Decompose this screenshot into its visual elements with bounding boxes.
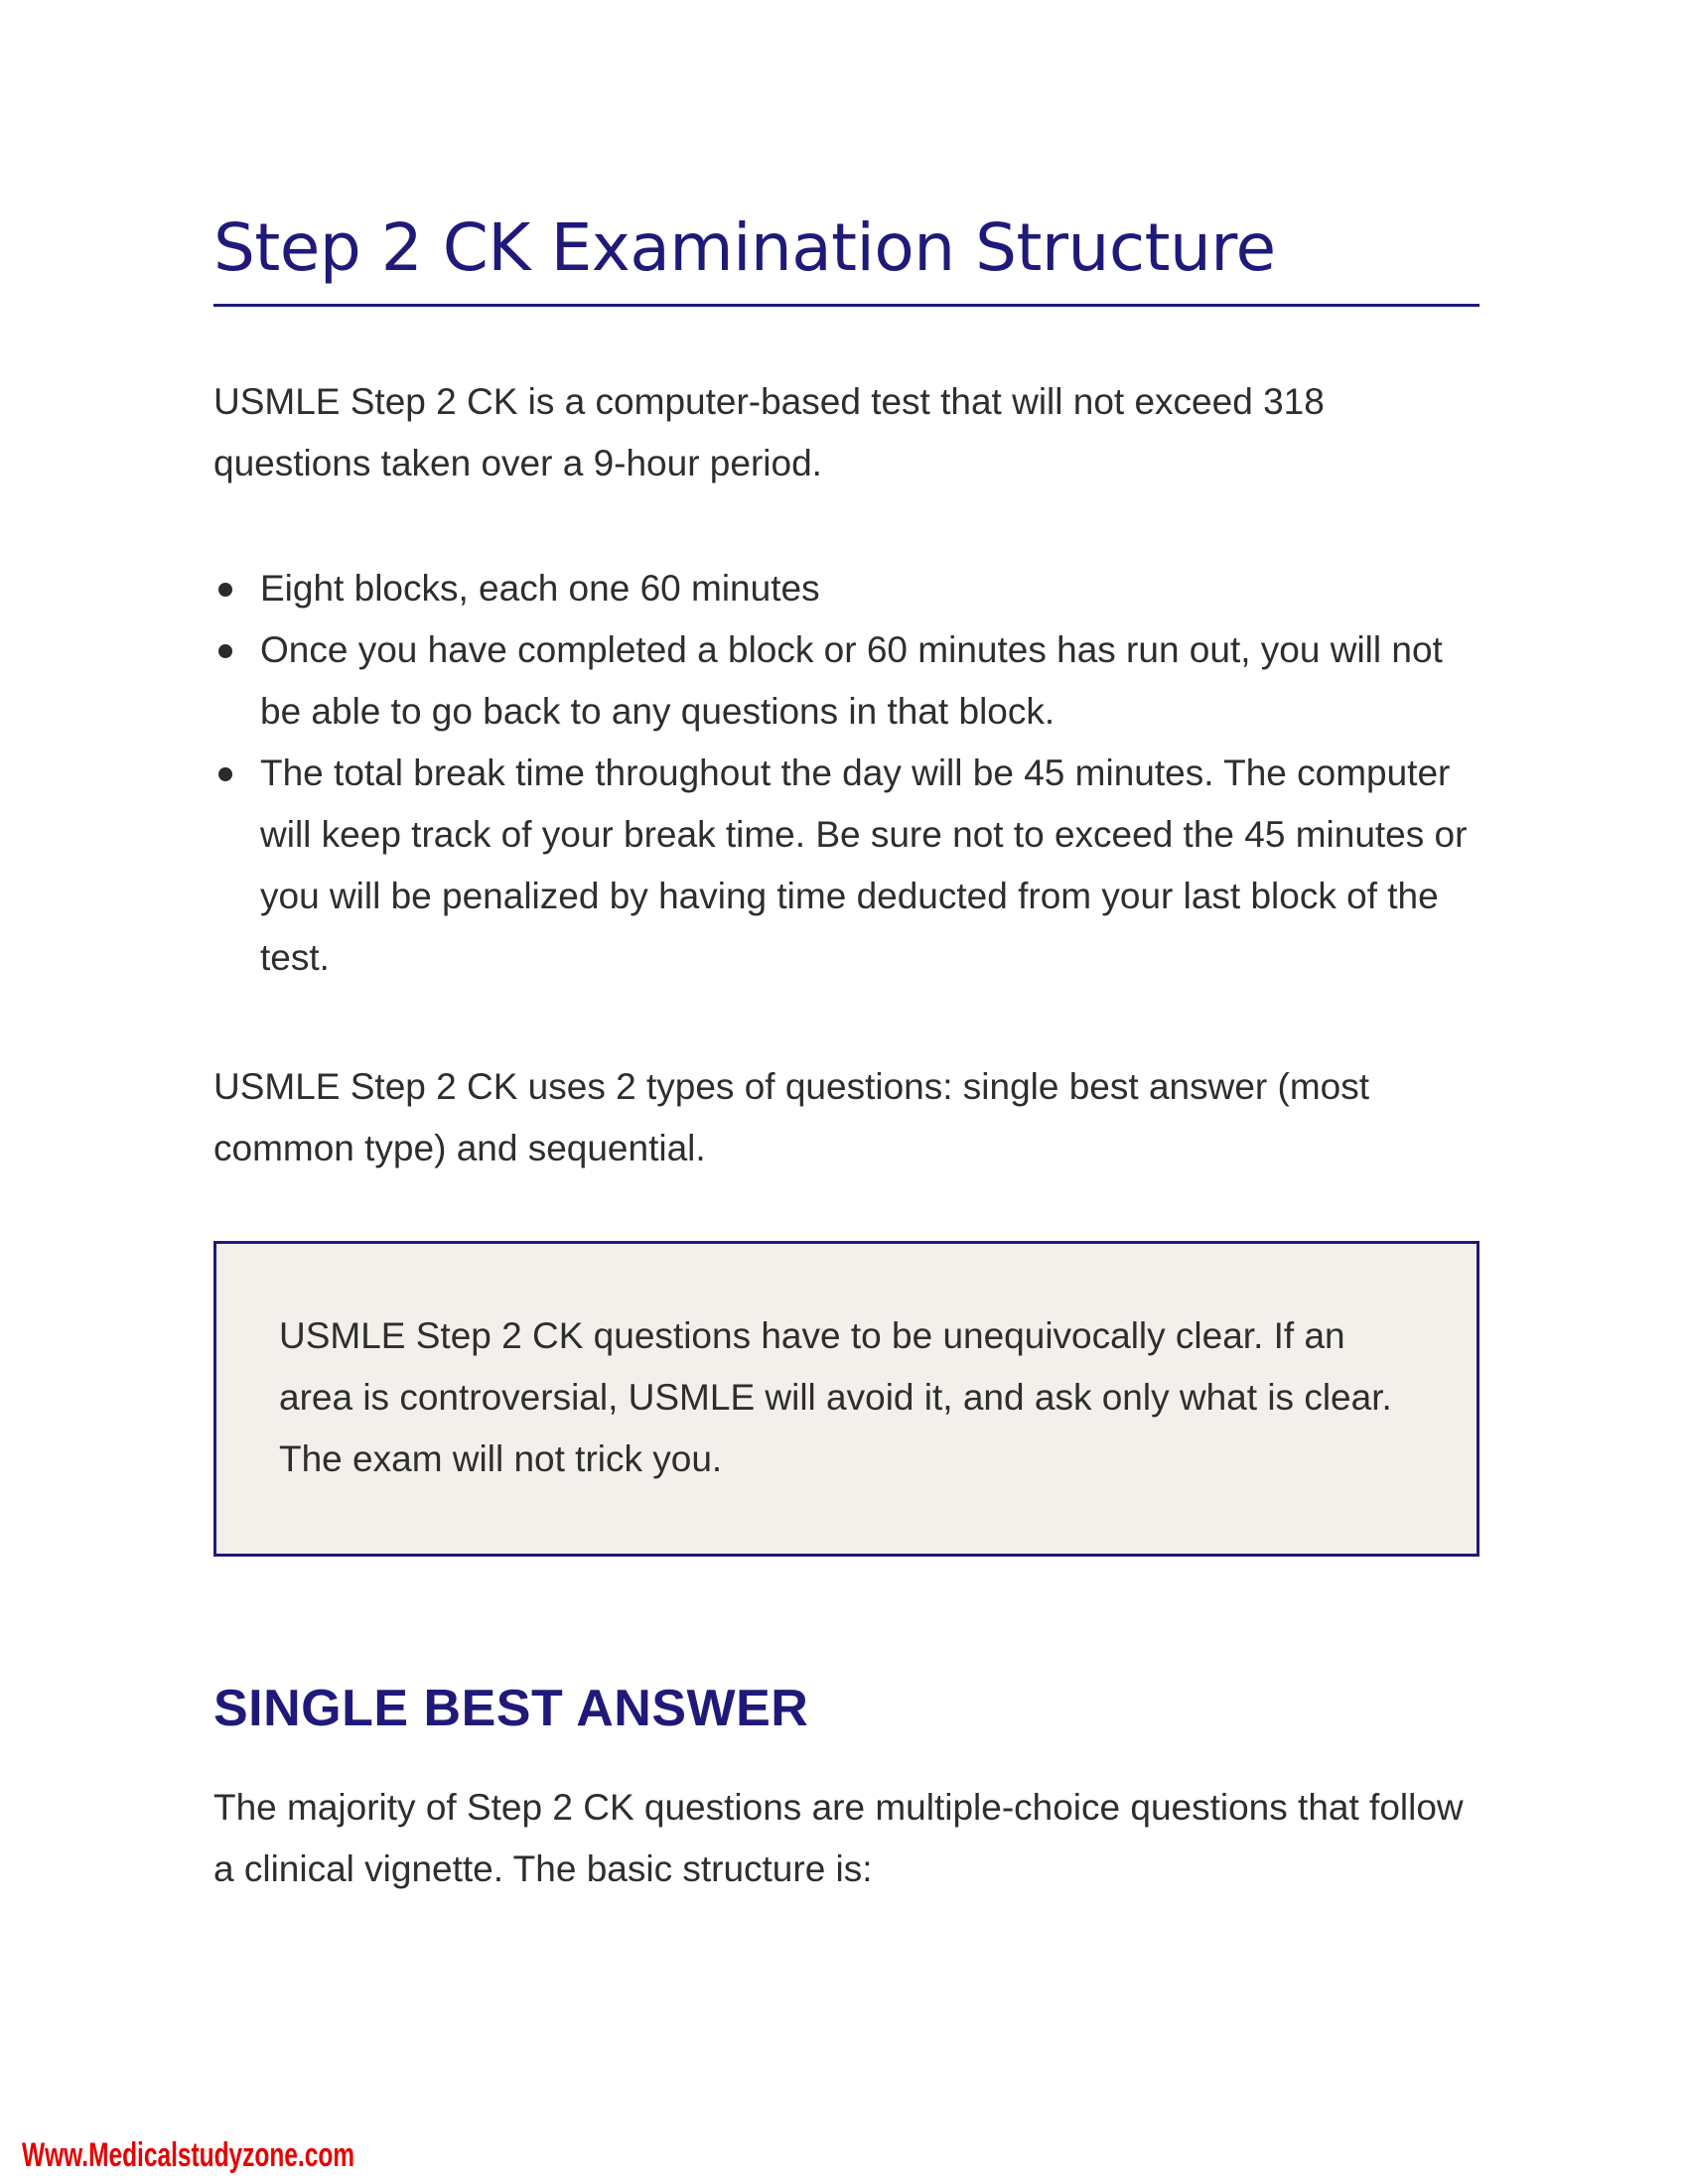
watermark: Www.Medicalstudyzone.com — [22, 2136, 355, 2174]
bullet-icon — [218, 583, 232, 597]
list-item-text: The total break time throughout the day will be 45 minutes. The computer will keep track of your break time. Be sure not to exceed the 45 minutes or you will be penalized by having time deducted from your last block of the test. — [260, 752, 1468, 978]
callout-box — [213, 1241, 1479, 1557]
title-underline — [213, 304, 1479, 307]
document-page — [213, 0, 1479, 2184]
callout-text: USMLE Step 2 CK questions have to be unequivocally clear. If an area is controversial, USMLE will avoid it, and ask only what is clear. The exam will not trick you. — [279, 1315, 1392, 1479]
bullet-icon — [218, 767, 232, 781]
question-types-paragraph: USMLE Step 2 CK uses 2 types of questions: single best answer (most common type) and sequential. — [213, 1066, 1370, 1168]
section-paragraph: The majority of Step 2 CK questions are multiple-choice questions that follow a clinical vignette. The basic structure is: — [213, 1787, 1464, 1889]
exam-structure-list — [213, 558, 1479, 989]
list-item-text: Eight blocks, each one 60 minutes — [260, 568, 820, 609]
list-item-text: Once you have completed a block or 60 minutes has run out, you will not be able to go back to any questions in that block. — [260, 629, 1443, 732]
page-title: Step 2 CK Examination Structure — [213, 209, 1276, 286]
list-item — [213, 743, 1479, 989]
list-item — [213, 558, 1479, 619]
intro-paragraph: USMLE Step 2 CK is a computer-based test that will not exceed 318 questions taken over a 9-hour period. — [213, 381, 1325, 483]
section-heading: SINGLE BEST ANSWER — [213, 1680, 809, 1737]
list-item — [213, 619, 1479, 743]
bullet-icon — [218, 644, 232, 658]
